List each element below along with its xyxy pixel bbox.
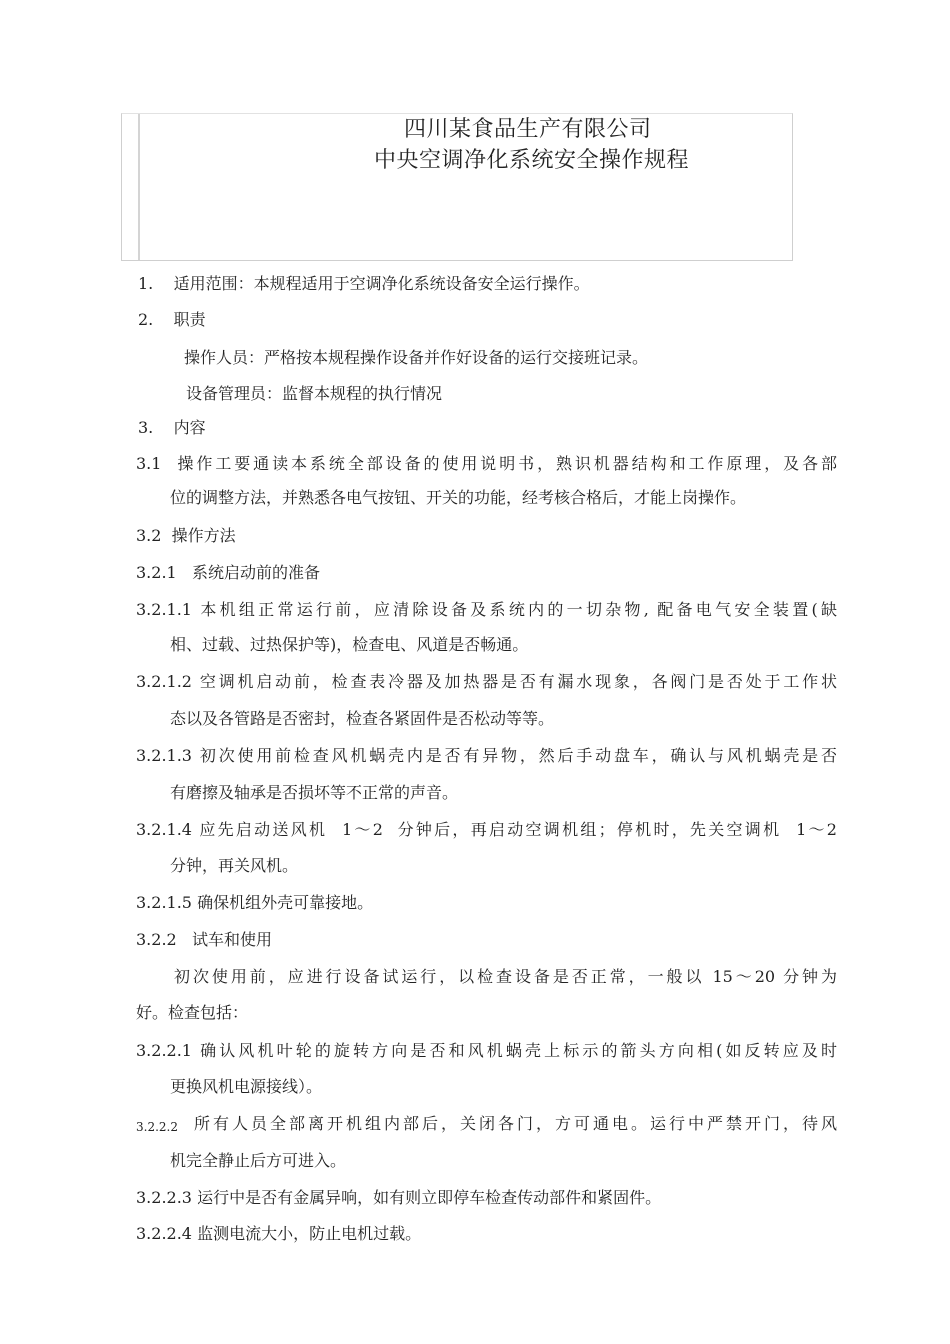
header-divider (138, 114, 140, 260)
para-3-2-2-3: 3.2.2.3 运行中是否有金属异响，如有则立即停车检查传动部件和紧固件。 (136, 1188, 662, 1207)
manager-duty: 设备管理员：监督本规程的执行情况 (186, 384, 443, 403)
para-3-2-2-heading: 3.2.2 试车和使用 (136, 930, 272, 949)
section-1-scope: 1. 适用范围：本规程适用于空调净化系统设备安全运行操作。 (138, 274, 590, 293)
para-3-2-1-1-line-2: 相、过载、过热保护等)，检查电、风道是否畅通。 (170, 635, 529, 654)
para-3-2-heading: 3.2 操作方法 (136, 526, 236, 545)
para-3-2-1-heading: 3.2.1 系统启动前的准备 (136, 563, 320, 582)
para-3-2-1-4-line-1: 3.2.1.4 应先启动送风机 1～2 分钟后，再启动空调机组；停机时，先关空调机 1～2 (136, 820, 837, 839)
para-3-2-2-1-line-2: 更换风机电源接线）。 (170, 1077, 323, 1096)
para-3-2-1-1-line-1: 3.2.1.1 本机组正常运行前，应清除设备及系统内的一切杂物, 配备电气安全装置(缺 (136, 600, 837, 619)
section-3-heading: 3. 内容 (138, 418, 206, 437)
company-name: 四川某食品生产有限公司 (404, 117, 652, 142)
para-3-1-line-2: 位的调整方法，并熟悉各电气按钮、开关的功能，经考核合格后，才能上岗操作。 (170, 488, 747, 507)
para-3-2-2-2-line-1: 所有人员全部离开机组内部后，关闭各门，方可通电。运行中严禁开门，待风 (194, 1114, 837, 1133)
para-3-1-line-1: 3.1 操作工要通读本系统全部设备的使用说明书，熟识机器结构和工作原理，及各部 (136, 454, 837, 473)
para-3-2-1-3-line-2: 有磨擦及轴承是否损坏等不正常的声音。 (170, 783, 459, 802)
para-3-2-2-2-number: 3.2.2.2 (136, 1120, 178, 1134)
para-3-2-1-4-line-2: 分钟，再关风机。 (170, 856, 299, 875)
para-3-2-2-4: 3.2.2.4 监测电流大小，防止电机过载。 (136, 1224, 422, 1243)
operator-duty: 操作人员：严格按本规程操作设备并作好设备的运行交接班记录。 (184, 348, 649, 367)
para-3-2-1-2-line-2: 态以及各管路是否密封，检查各紧固件是否松动等等。 (170, 709, 555, 728)
para-3-2-1-5: 3.2.1.5 确保机组外壳可靠接地。 (136, 893, 374, 912)
document-title: 中央空调净化系统安全操作规程 (374, 148, 690, 173)
para-3-2-1-2-line-1: 3.2.1.2 空调机启动前，检查表冷器及加热器是否有漏水现象，各阀门是否处于工作状 (136, 672, 837, 691)
para-3-2-2-2-line-2: 机完全静止后方可进入。 (170, 1151, 347, 1170)
trial-run-line-1: 初次使用前，应进行设备试运行，以检查设备是否正常，一般以 15～20 分钟为 (174, 967, 837, 986)
section-2-heading: 2. 职责 (138, 310, 206, 329)
para-3-2-1-3-line-1: 3.2.1.3 初次使用前检查风机蜗壳内是否有异物，然后手动盘车，确认与风机蜗壳是否 (136, 746, 837, 765)
trial-run-line-2: 好。检查包括： (136, 1003, 249, 1022)
para-3-2-2-1-line-1: 3.2.2.1 确认风机叶轮的旋转方向是否和风机蜗壳上标示的箭头方向相(如反转应及时 (136, 1041, 837, 1060)
